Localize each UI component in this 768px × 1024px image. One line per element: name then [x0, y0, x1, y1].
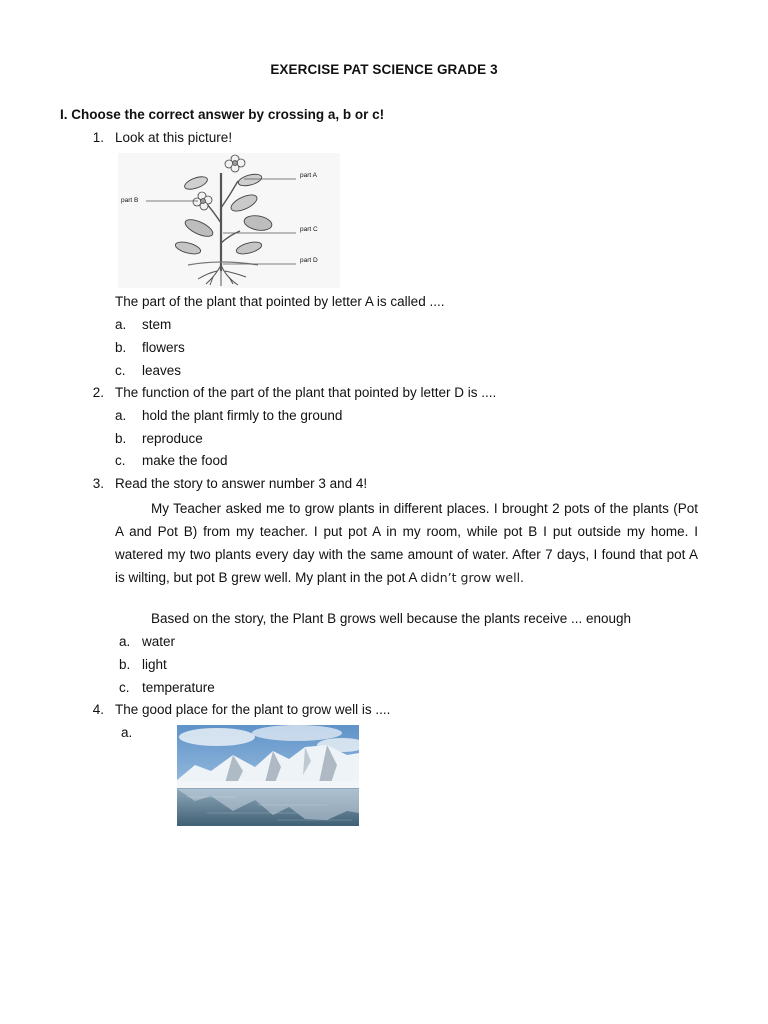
question-text: Look at this picture! — [115, 130, 233, 145]
option-text: stem — [142, 317, 172, 332]
option-text: reproduce — [142, 431, 203, 446]
option-text: light — [142, 657, 167, 672]
question-number: 3. — [92, 476, 104, 491]
option-text: temperature — [142, 680, 215, 695]
option-letter: b. — [119, 657, 131, 672]
option-letter: a. — [115, 408, 127, 423]
option-letter: b. — [115, 431, 127, 446]
option-letter: a. — [119, 634, 131, 649]
label-part-d: part D — [300, 257, 318, 264]
option-text: flowers — [142, 340, 185, 355]
question-text: The function of the part of the plant that pointed by letter D is .... — [115, 385, 497, 400]
label-part-c: part C — [300, 226, 318, 233]
option-text: hold the plant firmly to the ground — [142, 408, 343, 423]
option-letter: c. — [115, 453, 126, 468]
question-number: 4. — [92, 702, 104, 717]
section-heading: I. Choose the correct answer by crossing a, b or c! — [60, 107, 385, 122]
page-title: EXERCISE PAT SCIENCE GRADE 3 — [270, 62, 498, 77]
question-text: Read the story to answer number 3 and 4! — [115, 476, 368, 491]
option-text: leaves — [142, 363, 182, 378]
story-paragraph — [115, 497, 698, 589]
snowy-mountain-lake-photo — [177, 725, 359, 826]
story-text: My Teacher asked me to grow plants in different places. I brought 2 pots of the plants (Pot A and Pot B) from my teacher. I put pot A in my room, while pot B I put outside my home. I watered my two plants every day with the same amount of water. After 7 days, I found that pot A is wilting, but pot B grew well. My plant in the pot A — [115, 501, 698, 585]
option-text: water — [142, 634, 176, 649]
question-number: 1. — [92, 130, 104, 145]
question-text: The good place for the plant to grow well is .... — [115, 702, 391, 717]
label-part-b: part B — [121, 197, 139, 204]
story-ending: didn’t grow well. — [420, 570, 525, 585]
question-prompt: The part of the plant that pointed by letter A is called .... — [115, 294, 445, 309]
question-number: 2. — [92, 385, 104, 400]
option-text: make the food — [142, 453, 228, 468]
option-letter: b. — [115, 340, 127, 355]
option-letter: a. — [115, 317, 127, 332]
option-letter: c. — [119, 680, 130, 695]
option-letter: a. — [121, 725, 133, 740]
question-prompt: Based on the story, the Plant B grows well because the plants receive ... enough — [151, 611, 632, 626]
option-letter: c. — [115, 363, 126, 378]
label-part-a: part A — [300, 172, 317, 179]
